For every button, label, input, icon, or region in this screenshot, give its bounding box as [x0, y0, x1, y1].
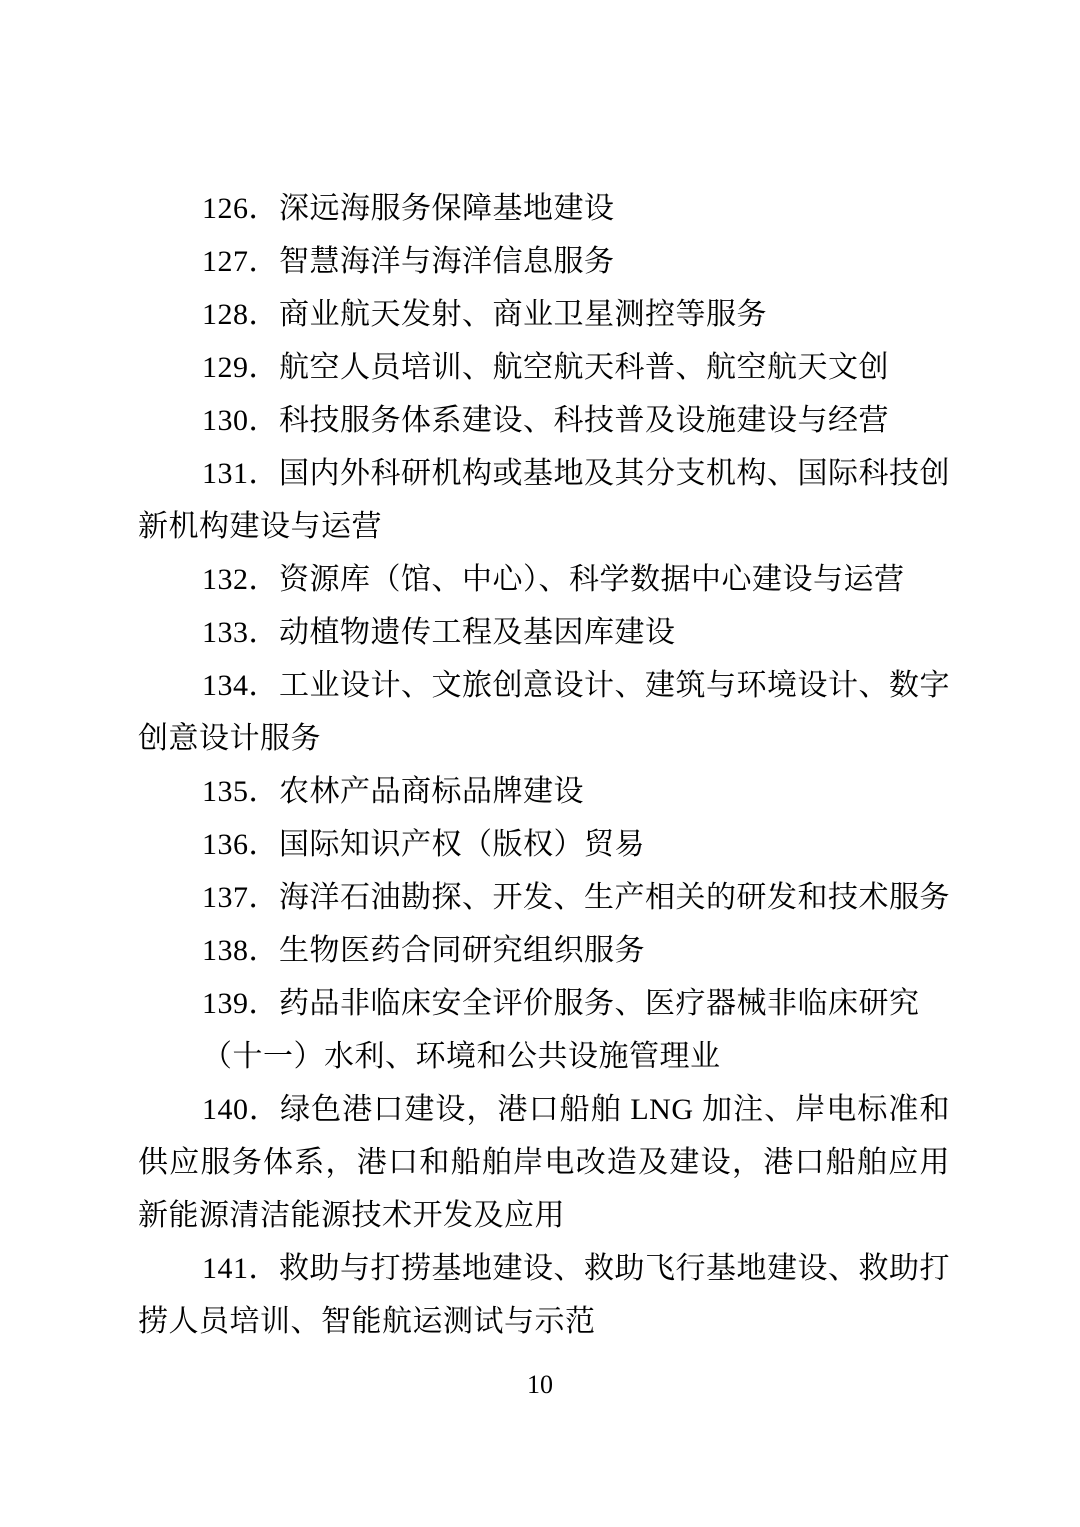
list-item: 130．科技服务体系建设、科技普及设施建设与经营	[202, 404, 889, 437]
list-item: 136．国际知识产权（版权）贸易	[202, 828, 645, 861]
list-item: 135．农林产品商标品牌建设	[202, 775, 584, 808]
list-item: 131．国内外科研机构或基地及其分支机构、国际科技创新机构建设与运营	[138, 457, 950, 543]
list-item: 133．动植物遗传工程及基因库建设	[202, 616, 676, 649]
list-item: 129．航空人员培训、航空航天科普、航空航天文创	[202, 351, 889, 384]
list-item: 132．资源库（馆、中心）、科学数据中心建设与运营	[202, 563, 905, 596]
section-heading: （十一）水利、环境和公共设施管理业	[202, 1040, 721, 1073]
list-item: 126．深远海服务保障基地建设	[202, 192, 615, 225]
list-item: 127．智慧海洋与海洋信息服务	[202, 245, 615, 278]
document-body	[138, 182, 950, 1348]
list-item: 128．商业航天发射、商业卫星测控等服务	[202, 298, 767, 331]
list-item: 140．绿色港口建设，港口船舶 LNG 加注、岸电标准和供应服务体系，港口和船舶岸电改造及建设，港口船舶应用新能源清洁能源技术开发及应用	[138, 1093, 950, 1232]
page-number: 10	[527, 1370, 553, 1399]
list-item: 139．药品非临床安全评价服务、医疗器械非临床研究	[202, 987, 920, 1020]
list-item: 138．生物医药合同研究组织服务	[202, 934, 645, 967]
list-item: 137．海洋石油勘探、开发、生产相关的研发和技术服务	[202, 881, 950, 914]
list-item: 134．工业设计、文旅创意设计、建筑与环境设计、数字创意设计服务	[138, 669, 950, 755]
list-item: 141．救助与打捞基地建设、救助飞行基地建设、救助打捞人员培训、智能航运测试与示范	[138, 1252, 950, 1338]
